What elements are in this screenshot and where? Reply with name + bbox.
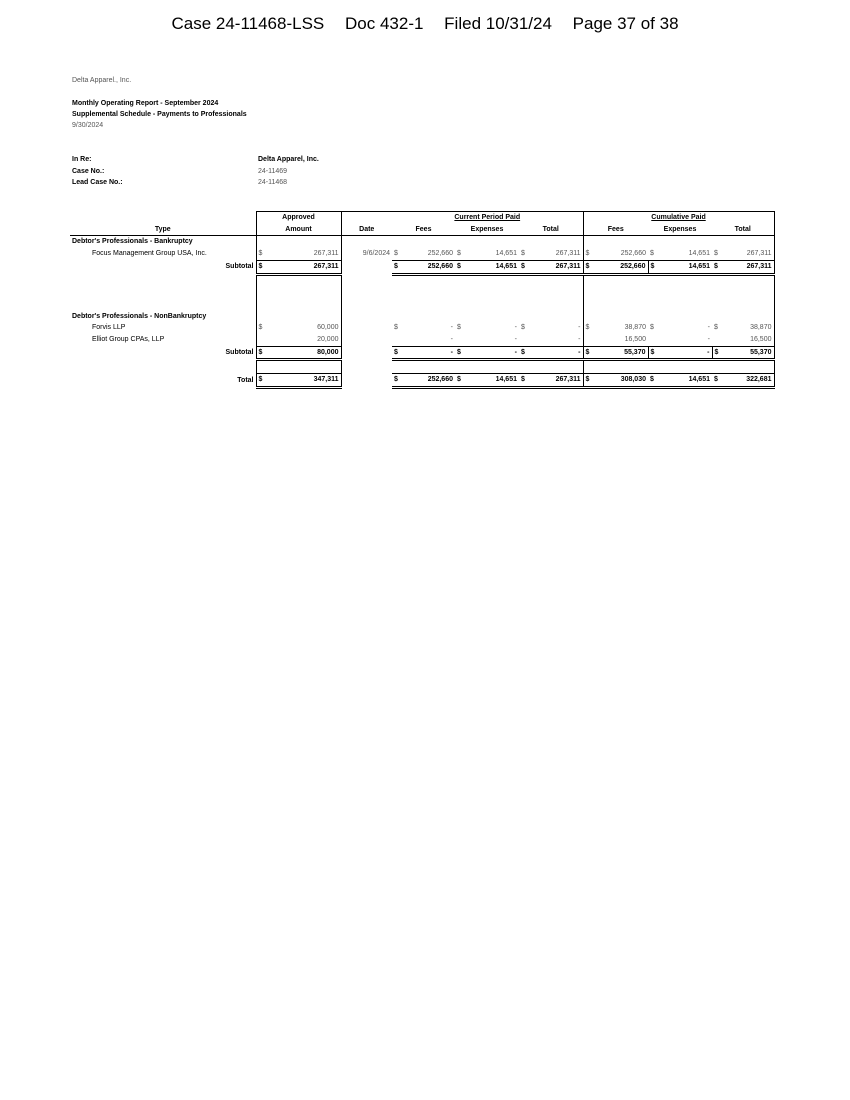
col-cur-fees: Fees — [392, 224, 455, 236]
report-subtitle: Supplemental Schedule - Payments to Professionals — [72, 111, 247, 118]
col-type: Type — [70, 224, 256, 236]
col-cum-fees: Fees — [583, 224, 648, 236]
section-row — [70, 311, 774, 323]
page-number: Page 37 of 38 — [572, 14, 679, 33]
approved-amount: 20,000 — [266, 334, 341, 346]
total-row: Total $ 347,311 $ 252,660 $ 14,651 $ 267,311 $ 308,030 $ 14,651 $ 322,681 — [70, 374, 774, 388]
report-title: Monthly Operating Report - September 2024 — [72, 100, 219, 107]
court-header — [0, 14, 850, 34]
case-number: Case 24-11468-LSS — [171, 14, 325, 33]
filed-date: Filed 10/31/24 — [444, 14, 552, 33]
case-no-value: 24-11469 — [258, 168, 288, 175]
professional-name: Forvis LLP — [92, 324, 126, 332]
in-re-label: In Re: — [72, 156, 92, 163]
professional-name: Focus Management Group USA, Inc. — [92, 250, 207, 258]
header-row-columns — [70, 224, 774, 236]
professional-name: Elliot Group CPAs, LLP — [92, 336, 165, 344]
subtotal-label: Subtotal — [225, 349, 254, 357]
company-name: Delta Apparel., Inc. — [72, 77, 132, 84]
lead-case-label: Lead Case No.: — [72, 179, 123, 186]
col-cum-total: Total — [712, 224, 774, 236]
payment-date: 9/6/2024 — [362, 250, 390, 258]
header-row-groups — [70, 212, 774, 224]
payments-table — [70, 211, 775, 389]
current-period-header: Current Period Paid — [454, 214, 521, 221]
approved-group-header: Approved — [256, 212, 341, 224]
section-title: Debtor's Professionals - Bankruptcy — [72, 238, 193, 246]
col-amount: Amount — [256, 224, 341, 236]
doc-number: Doc 432-1 — [345, 14, 424, 33]
total-label: Total — [237, 376, 254, 384]
col-cur-expenses: Expenses — [455, 224, 519, 236]
report-date: 9/30/2024 — [72, 122, 104, 129]
col-cur-total: Total — [519, 224, 583, 236]
lead-case-value: 24-11468 — [258, 179, 288, 186]
col-date: Date — [341, 224, 392, 236]
cumulative-header: Cumulative Paid — [651, 214, 706, 221]
subtotal-label: Subtotal — [225, 263, 254, 271]
approved-amount: 267,311 — [266, 248, 341, 260]
in-re-value: Delta Apparel, Inc. — [258, 156, 319, 163]
case-no-label: Case No.: — [72, 168, 105, 175]
section-row — [70, 236, 774, 248]
col-cum-expenses: Expenses — [648, 224, 712, 236]
table-row: Forvis LLP $ 60,000 $ - $ - $ - $ 38,870 $ - $ 38,870 — [70, 322, 774, 334]
section-title: Debtor's Professionals - NonBankruptcy — [72, 312, 207, 320]
approved-amount: 60,000 — [266, 322, 341, 334]
table-row: Elliot Group CPAs, LLP 20,000 - - - 16,500 - 16,500 — [70, 334, 774, 346]
subtotal-row: Subtotal $ 80,000 $ - $ - $ - $ 55,370 $ - $ 55,370 — [70, 346, 774, 360]
subtotal-row: Subtotal $ 267,311 $ 252,660 $ 14,651 $ 267,311 $ 252,660 $ 14,651 $ 267,311 — [70, 260, 774, 274]
table-row: Focus Management Group USA, Inc. $ 267,311 9/6/2024 $ 252,660 $ 14,651 $ 267,311 $ 252,660 $ 14,651 $ 267,311 — [70, 248, 774, 260]
